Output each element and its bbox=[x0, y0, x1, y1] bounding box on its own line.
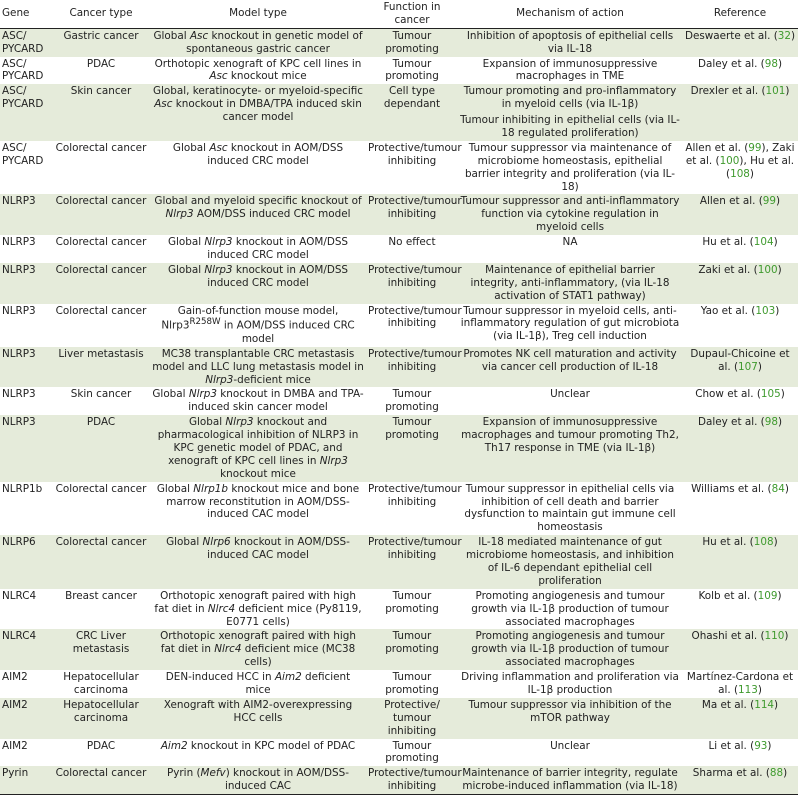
table-row bbox=[0, 347, 798, 388]
reference-cell: Ohashi et al. (110) bbox=[682, 629, 798, 670]
reference-cell: Williams et al. (84) bbox=[691, 482, 789, 495]
function-cell: Tumour promoting bbox=[385, 388, 439, 414]
cancer-type-cell: Colorectal cancer bbox=[55, 482, 147, 495]
reference-cell: Deswaerte et al. (32) bbox=[682, 28, 798, 56]
gene-cell: NLRC4 bbox=[0, 629, 52, 670]
gene-cell: AIM2 bbox=[0, 698, 52, 739]
gene-cell: NLRP6 bbox=[0, 535, 52, 589]
reference-link[interactable]: 114 bbox=[754, 698, 775, 711]
model-type-cell: DEN-induced HCC in Aim2 deficient mice bbox=[165, 671, 351, 696]
gene-cell: Pyrin bbox=[0, 766, 52, 794]
function-cell: Protective/tumour inhibiting bbox=[366, 194, 458, 235]
reference-link[interactable]: 98 bbox=[764, 57, 778, 70]
mechanism-cell: Inhibition of apoptosis of epithelial cells via IL-18 bbox=[458, 28, 682, 56]
reference-link[interactable]: 99 bbox=[748, 141, 762, 154]
reference-link[interactable]: 113 bbox=[738, 684, 758, 696]
header-reference: Reference bbox=[682, 0, 798, 28]
reference-cell: Ma et al. (114) bbox=[682, 698, 798, 739]
model-type-cell: Aim2 knockout in KPC model of PDAC bbox=[160, 739, 356, 752]
reference-cell: Chow et al. (105) bbox=[695, 388, 785, 401]
function-cell: Tumour promoting bbox=[366, 629, 458, 670]
mechanism-cell: IL-18 mediated maintenance of gut microbiome homeostasis, and inhibition of IL-6 dependant epithelial cell proliferation bbox=[458, 535, 682, 589]
reference-cell: Allen et al. (99) bbox=[682, 194, 798, 235]
model-type-cell: Global Nlrp3 knockout and pharmacological inhibition of NLRP3 in KPC genetic model of PDAC, and xenograft of KPC cell lines in Nlrp3 knockout mice bbox=[150, 415, 366, 481]
function-cell: Tumour promoting bbox=[366, 28, 458, 56]
model-type-cell: Global, keratinocyte- or myeloid-specific Asc knockout in DMBA/TPA induced skin cancer model bbox=[150, 84, 366, 141]
table-row bbox=[0, 28, 798, 56]
gene-cell: ASC/ PYCARD bbox=[0, 28, 52, 56]
table-row bbox=[0, 739, 798, 767]
model-type-cell: Orthotopic xenograft paired with high fat diet in Nlrc4 deficient mice (Py8119, E0771 cells) bbox=[154, 589, 362, 628]
header-mechanism: Mechanism of action bbox=[458, 0, 682, 28]
model-type-cell: Global Nlrp3 knockout in AOM/DSS induced CRC model bbox=[150, 263, 366, 304]
function-cell: Protective/tumour inhibiting bbox=[366, 347, 458, 388]
cancer-type-cell: Hepatocellular carcinoma bbox=[63, 671, 139, 696]
reference-cell: Daley et al. (98) bbox=[682, 415, 798, 481]
gene-cell: NLRP3 bbox=[2, 236, 36, 249]
gene-cell: NLRP3 bbox=[0, 194, 52, 235]
cancer-type-cell: Hepatocellular carcinoma bbox=[52, 698, 150, 739]
cancer-type-cell: Gastric cancer bbox=[52, 28, 150, 56]
model-type-cell: Global Nlrp1b knockout mice and bone marrow reconstitution in AOM/DSS-induced CAC model bbox=[156, 482, 360, 521]
table-row bbox=[0, 304, 798, 347]
mechanism-cell: Tumour suppressor in myeloid cells, anti-inflammatory regulation of gut microbiota (via IL-1β), Treg cell induction bbox=[460, 304, 680, 343]
header-cancer-type: Cancer type bbox=[52, 0, 150, 28]
table-row bbox=[0, 387, 798, 415]
mechanism-cell: Tumour suppressor via inhibition of the mTOR pathway bbox=[458, 698, 682, 739]
cancer-type-cell: Colorectal cancer bbox=[52, 263, 150, 304]
reference-cell: Zaki et al. (100) bbox=[682, 263, 798, 304]
reference-link[interactable]: 104 bbox=[753, 236, 774, 249]
mechanism-cell: Unclear bbox=[550, 388, 590, 401]
header-function: Function in cancer bbox=[366, 0, 458, 28]
table-row bbox=[0, 84, 798, 141]
reference-link[interactable]: 107 bbox=[738, 360, 758, 373]
reference-link[interactable]: 99 bbox=[762, 195, 777, 208]
gene-cell: ASC/ PYCARD bbox=[0, 84, 52, 141]
function-cell: Tumour promoting bbox=[385, 671, 439, 696]
reference-cell: Sharma et al. (88) bbox=[682, 766, 798, 794]
cancer-type-cell: Colorectal cancer bbox=[52, 194, 150, 235]
reference-link[interactable]: 105 bbox=[760, 388, 781, 401]
reference-link[interactable]: 100 bbox=[757, 263, 778, 276]
reference-cell: Yao et al. (103) bbox=[700, 304, 780, 317]
cancer-type-cell: Colorectal cancer bbox=[55, 141, 147, 154]
cancer-type-cell: PDAC bbox=[86, 57, 116, 70]
model-type-cell: Orthotopic xenograft of KPC cell lines in Asc knockout mice bbox=[154, 57, 362, 83]
table-row bbox=[0, 235, 798, 263]
mechanism-cell: Tumour suppressor in epithelial cells via inhibition of cell death and barrier dysfunction to maintain gut immune cell homeostasis bbox=[464, 482, 676, 534]
table-row bbox=[0, 629, 798, 670]
header-row bbox=[0, 0, 798, 28]
table-row bbox=[0, 194, 798, 235]
reference-link[interactable]: 84 bbox=[771, 482, 785, 495]
cancer-type-cell: Colorectal cancer bbox=[55, 236, 147, 249]
reference-link[interactable]: 101 bbox=[765, 85, 786, 98]
mechanism-cell: Tumour promoting and pro-inflammatory in myeloid cells (via IL-1β) Tumour inhibiting in epithelial cells (via IL-18 regulated proliferation) bbox=[458, 84, 682, 141]
reference-cell: Hu et al. (104) bbox=[702, 236, 778, 249]
model-type-cell: Gain-of-function mouse model, $Nlrp3^{R258W}$ in AOM/DSS induced CRC model bbox=[161, 304, 355, 345]
gene-cell: NLRP3 bbox=[0, 347, 52, 388]
mechanism-cell: Tumour suppressor and anti-inflammatory function via cytokine regulation in myeloid cells bbox=[458, 194, 682, 235]
table-row bbox=[0, 141, 798, 195]
reference-link[interactable]: 93 bbox=[754, 739, 768, 752]
table-row bbox=[0, 670, 798, 698]
reference-link[interactable]: 88 bbox=[769, 767, 784, 780]
gene-cell: NLRP3 bbox=[0, 263, 52, 304]
cancer-type-cell: PDAC bbox=[86, 739, 116, 752]
table-row bbox=[0, 535, 798, 589]
mechanism-cell: Promotes NK cell maturation and activity via cancer cell production of IL-18 bbox=[458, 347, 682, 388]
gene-cell: ASC/ PYCARD bbox=[2, 57, 44, 83]
reference-link[interactable]: 32 bbox=[777, 29, 791, 42]
cancer-type-cell: CRC Liver metastasis bbox=[52, 629, 150, 670]
table-row bbox=[0, 482, 798, 536]
table-row bbox=[0, 263, 798, 304]
function-cell: Protective/tumour inhibiting bbox=[368, 304, 462, 330]
header-gene: Gene bbox=[0, 0, 52, 28]
model-type-cell: Global and myeloid specific knockout of Nlrp3 AOM/DSS induced CRC model bbox=[150, 194, 366, 235]
reference-cell: Kolb et al. (109) bbox=[698, 589, 782, 602]
function-cell: Tumour promoting bbox=[385, 589, 439, 615]
table-row bbox=[0, 57, 798, 85]
reference-link[interactable]: 108 bbox=[753, 536, 774, 549]
mechanism-cell: Expansion of immunosuppressive macrophages in TME bbox=[482, 57, 658, 83]
table-row bbox=[0, 589, 798, 630]
gene-cell: ASC/ PYCARD bbox=[2, 141, 44, 167]
reference-link[interactable]: 108 bbox=[730, 167, 750, 180]
reference-link[interactable]: 110 bbox=[764, 630, 785, 643]
function-cell: Tumour promoting bbox=[385, 739, 439, 765]
function-cell: Protective/tumour inhibiting bbox=[366, 263, 458, 304]
table-body bbox=[0, 28, 798, 794]
model-type-cell: MC38 transplantable CRC metastasis model and LLC lung metastasis model in Nlrp3-deficient mice bbox=[150, 347, 366, 388]
reference-link[interactable]: 100 bbox=[719, 154, 740, 167]
reference-link[interactable]: 109 bbox=[757, 589, 778, 602]
reference-cell: Martínez-Cardona et al. (113) bbox=[686, 671, 794, 696]
reference-cell: Daley et al. (98) bbox=[697, 57, 783, 70]
function-cell: Tumour promoting bbox=[366, 415, 458, 481]
cancer-type-cell: Colorectal cancer bbox=[52, 535, 150, 589]
model-type-cell: Global Nlrp6 knockout in AOM/DSS-induced CAC model bbox=[150, 535, 366, 589]
gene-cell: NLRP3 bbox=[2, 388, 36, 401]
function-cell: Protective/tumour inhibiting bbox=[368, 141, 462, 167]
function-cell: Tumour promoting bbox=[385, 57, 439, 83]
function-cell: No effect bbox=[388, 236, 436, 249]
model-type-cell: Global Asc knockout in genetic model of spontaneous gastric cancer bbox=[150, 28, 366, 56]
reference-cell: Allen et al. (99), Zaki et al. (100), Hu et al. (108) bbox=[685, 141, 795, 180]
mechanism-cell: Maintenance of barrier integrity, regulate microbe-induced inflammation (via IL-18) bbox=[458, 766, 682, 794]
function-cell: Protective/ tumour inhibiting bbox=[366, 698, 458, 739]
mechanism-cell: Tumour suppressor via maintenance of microbiome homeostasis, epithelial barrier integrity and proliferation (via IL-18) bbox=[464, 141, 676, 193]
reference-cell: Hu et al. (108) bbox=[682, 535, 798, 589]
mechanism-cell: Maintenance of epithelial barrier integrity, anti-inflammatory, (via IL-18 activation of STAT1 pathway) bbox=[458, 263, 682, 304]
table-row bbox=[0, 698, 798, 739]
reference-link[interactable]: 98 bbox=[764, 416, 778, 429]
reference-cell: Dupaul-Chicoine et al. (107) bbox=[682, 347, 798, 388]
mechanism-cell: Unclear bbox=[550, 739, 590, 752]
cancer-type-cell: Breast cancer bbox=[65, 589, 137, 602]
gene-cell: AIM2 bbox=[2, 739, 28, 752]
cancer-type-cell: Colorectal cancer bbox=[55, 304, 147, 317]
function-cell: Protective/tumour inhibiting bbox=[366, 535, 458, 589]
mechanism-cell: NA bbox=[562, 236, 578, 249]
header-model-type: Model type bbox=[150, 0, 366, 28]
model-type-cell: Orthotopic xenograft paired with high fat diet in Nlrc4 deficient mice (MC38 cells) bbox=[150, 629, 366, 670]
model-type-cell: Global Nlrp3 knockout in AOM/DSS induced CRC model bbox=[167, 236, 349, 262]
cancer-type-cell: PDAC bbox=[52, 415, 150, 481]
mechanism-cell: Promoting angiogenesis and tumour growth via IL-1β production of tumour associated macrophages bbox=[471, 589, 669, 628]
mechanism-cell: Promoting angiogenesis and tumour growth via IL-1β production of tumour associated macrophages bbox=[458, 629, 682, 670]
reference-cell: Drexler et al. (101) bbox=[682, 84, 798, 141]
gene-cell: AIM2 bbox=[2, 671, 28, 684]
gene-cell: NLRC4 bbox=[2, 589, 37, 602]
model-type-cell: Pyrin (Mefv) knockout in AOM/DSS-induced CAC bbox=[150, 766, 366, 794]
function-cell: Cell type dependant bbox=[366, 84, 458, 141]
gene-cell: NLRP3 bbox=[0, 415, 52, 481]
reference-cell: Li et al. (93) bbox=[708, 739, 772, 752]
cancer-type-cell: Skin cancer bbox=[52, 84, 150, 141]
gene-cell: NLRP3 bbox=[2, 304, 36, 317]
gene-cell: NLRP1b bbox=[2, 482, 43, 495]
cancer-type-cell: Liver metastasis bbox=[52, 347, 150, 388]
table-row bbox=[0, 766, 798, 794]
function-cell: Protective/tumour inhibiting bbox=[368, 482, 462, 508]
table-row bbox=[0, 415, 798, 481]
reference-link[interactable]: 103 bbox=[755, 304, 776, 317]
model-type-cell: Global Nlrp3 knockout in DMBA and TPA-induced skin cancer model bbox=[152, 388, 364, 414]
mechanism-cell: Driving inflammation and proliferation via IL-1β production bbox=[461, 671, 679, 696]
cancer-type-cell: Colorectal cancer bbox=[52, 766, 150, 794]
model-type-cell: Global Asc knockout in AOM/DSS induced CRC model bbox=[172, 141, 344, 167]
cancer-type-cell: Skin cancer bbox=[70, 388, 132, 401]
mechanism-cell: Expansion of immunosuppressive macrophages and tumour promoting Th2, Th17 response in TME (via IL-1β) bbox=[458, 415, 682, 481]
model-type-cell: Xenograft with AIM2-overexpressing HCC cells bbox=[150, 698, 366, 739]
function-cell: Protective/tumour inhibiting bbox=[366, 766, 458, 794]
